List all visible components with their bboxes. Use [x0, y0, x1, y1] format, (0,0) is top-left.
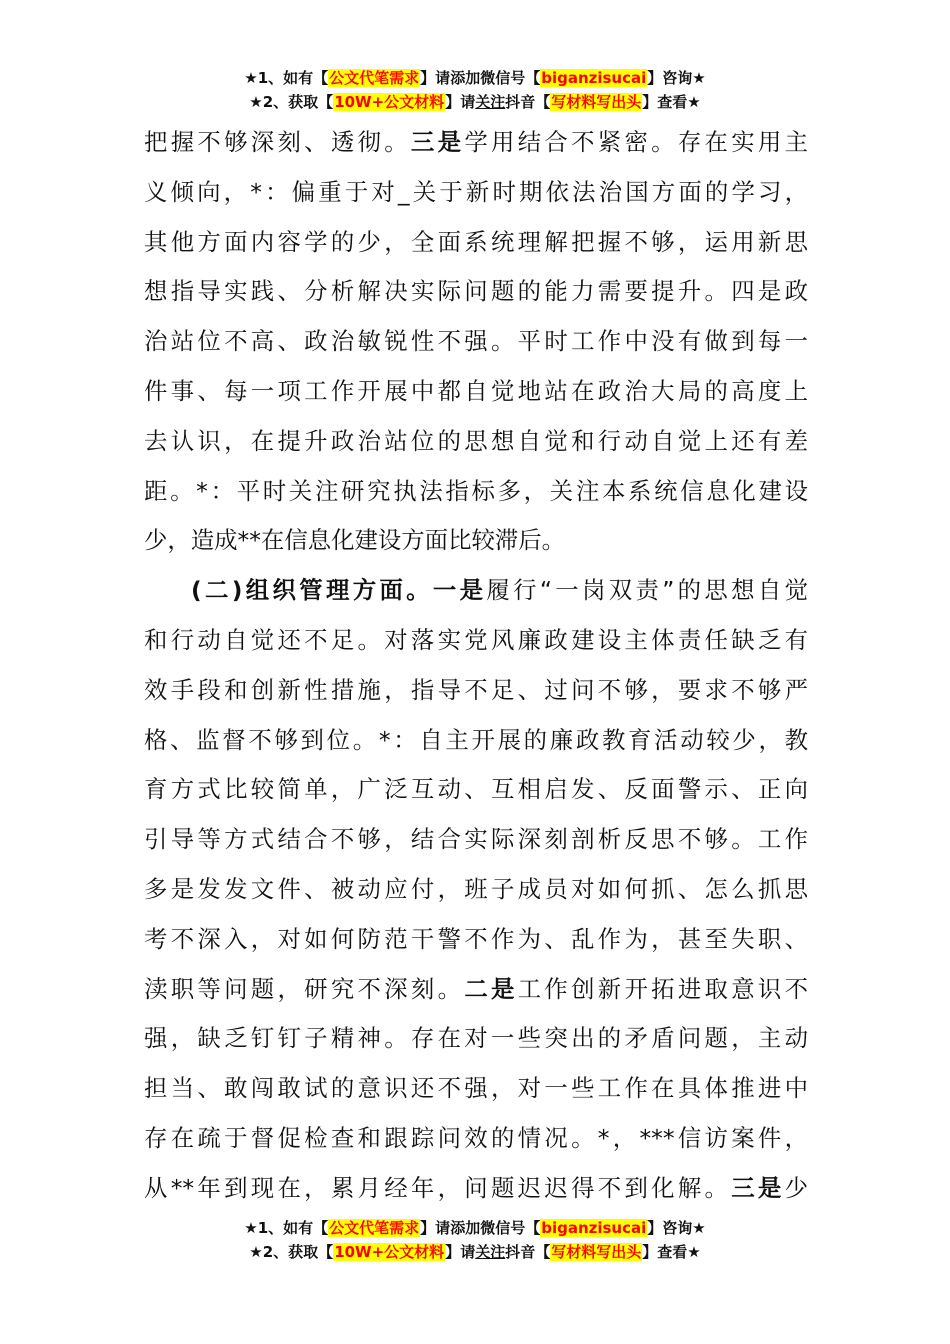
header-banner	[0, 66, 950, 114]
body-line: 效手段和创新性措施，指导不足、过问不够，要求不够严	[144, 675, 808, 704]
body-line	[144, 965, 808, 1015]
banner-text: 添加	[450, 69, 481, 87]
body-line: 其他方面内容学的少，全面系统理解把握不够，运用新思	[144, 227, 808, 256]
body-bold-text: 三是	[410, 128, 465, 156]
body-text: 把握不够深刻、透彻。	[144, 128, 411, 156]
body-line: 多是发发文件、被动应付，班子成员对如何抓、怎么抓思	[144, 874, 808, 903]
banner-text: 关注	[475, 1243, 506, 1261]
banner-text: 】查看★	[642, 93, 701, 111]
body-line: 育方式比较简单，广泛互动、互相启发、反面警示、正向	[144, 775, 808, 804]
body-line: 治站位不高、政治敏锐性不强。平时工作中没有做到每一	[144, 327, 808, 356]
banner-text: 微信号【	[480, 69, 541, 87]
body-text: 工作创新开拓进取意识不	[517, 974, 809, 1003]
banner-text: 添加	[450, 1219, 481, 1237]
body-line: 考不深入，对如何防范干警不作为、乱作为，甚至失职、	[144, 924, 808, 953]
body-line: 义倾向，*：偏重于对_关于新时期依法治国方面的学习，	[144, 177, 808, 206]
banner-line-2	[0, 90, 950, 114]
body-line: 距。*：平时关注研究执法指标多，关注本系统信息化建设	[144, 476, 808, 505]
body-line: 强，缺乏钉钉子精神。存在对一些突出的矛盾问题，主动	[144, 1024, 808, 1053]
body-line: 少，造成**在信息化建设方面比较滞后。	[144, 526, 566, 555]
footer-banner	[0, 1216, 950, 1264]
banner-text: ★2、获取【	[249, 1243, 334, 1261]
body-line: 担当、敢闯敢试的意识还不强，对一些工作在具体推进中	[144, 1074, 808, 1103]
body-line: 件事、每一项工作开展中都自觉地站在政治大局的高度上	[144, 376, 808, 405]
banner-text: 抖音【	[505, 93, 551, 111]
banner-text: 】咨询★	[647, 1219, 706, 1237]
body-bold-text: 三是	[731, 1173, 785, 1202]
banner-text: ★1、如有【	[244, 69, 329, 87]
banner-highlight: biganzisucai	[541, 1219, 647, 1237]
banner-highlight: 公文代笔需求	[329, 69, 420, 87]
banner-highlight: 写材料写出头	[551, 1243, 642, 1261]
banner-text: 】请	[445, 93, 476, 111]
body-line: 引导等方式结合不够，结合实际深刻剖析反思不够。工作	[144, 825, 808, 854]
body-bold-text: 二是	[464, 974, 518, 1003]
body-line	[144, 1164, 808, 1214]
banner-text: 】查看★	[642, 1243, 701, 1261]
body-line	[144, 118, 808, 168]
banner-text: 】请	[420, 69, 451, 87]
body-line: 存在疏于督促检查和跟踪问效的情况。*，***信访案件，	[144, 1123, 808, 1152]
banner-text: 微信号【	[480, 1219, 541, 1237]
body-text: 从**年到现在，累月经年，问题迟迟得不到化解。	[144, 1173, 732, 1202]
banner-text: 】咨询★	[647, 69, 706, 87]
banner-text: ★1、如有【	[244, 1219, 329, 1237]
banner-highlight: biganzisucai	[541, 69, 647, 87]
banner-text: 关注	[475, 93, 506, 111]
banner-highlight: 10W+公文材料	[334, 1243, 445, 1261]
banner-text: 抖音【	[505, 1243, 551, 1261]
banner-line-2	[0, 1240, 950, 1264]
banner-text: 】请	[420, 1219, 451, 1237]
banner-text: 】请	[445, 1243, 476, 1261]
body-line: 去认识，在提升政治站位的思想自觉和行动自觉上还有差	[144, 426, 808, 455]
banner-line-1	[0, 1216, 950, 1240]
body-line: 格、监督不够到位。*：自主开展的廉政教育活动较少，教	[144, 725, 808, 754]
body-line: 和行动自觉还不足。对落实党风廉政建设主体责任缺乏有	[144, 625, 808, 654]
banner-highlight: 公文代笔需求	[329, 1219, 420, 1237]
body-line: 想指导实践、分析解决实际问题的能力需要提升。四是政	[144, 277, 808, 306]
body-text: 学用结合不紧密。存在实用主	[464, 128, 809, 156]
section-heading-line	[144, 566, 808, 616]
banner-highlight: 10W+公文材料	[334, 93, 445, 111]
section-heading: (二)组织管理方面。一是	[191, 576, 487, 605]
banner-line-1	[0, 66, 950, 90]
document-body	[144, 118, 808, 1214]
body-text: 少	[784, 1173, 809, 1202]
body-text: 渎职等问题，研究不深刻。	[144, 974, 465, 1003]
body-text: 履行“一岗双责”的思想自觉	[486, 576, 808, 605]
banner-highlight: 写材料写出头	[551, 93, 642, 111]
banner-text: ★2、获取【	[249, 93, 334, 111]
